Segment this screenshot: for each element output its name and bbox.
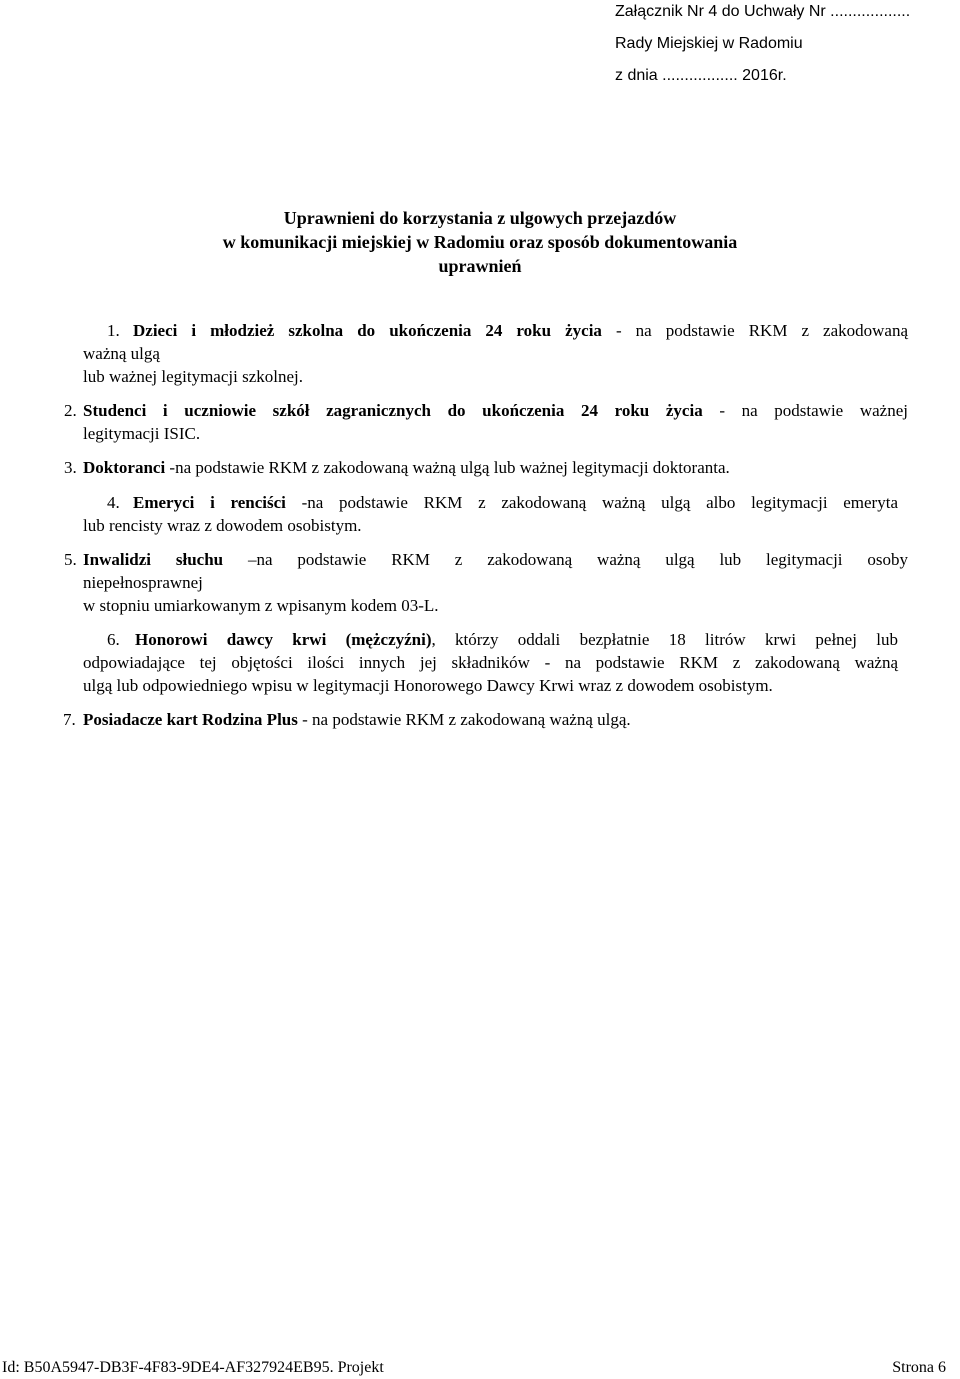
title-line-1: Uprawnieni do korzystania z ulgowych przejazdów — [283, 208, 677, 228]
item-line-3: lub ważnej legitymacji szkolnej. — [83, 367, 303, 386]
item-number: 2. — [64, 401, 77, 420]
document-id-footer: Id: B50A5947-DB3F-4F83-9DE4-AF327924EB95. Projekt — [2, 1359, 384, 1376]
title-line-2: w komunikacji miejskiej w Radomiu oraz sposób dokumentowania — [222, 232, 738, 252]
item-text: , którzy oddali bezpłatnie 18 litrów krwi pełnej lub — [431, 630, 898, 649]
item-text: - na podstawie RKM z zakodowaną ważną ulgą. — [297, 710, 631, 729]
attachment-line: Załącznik Nr 4 do Uchwały Nr .................. — [615, 3, 911, 20]
item-line-1 — [135, 628, 898, 651]
item-bold-label: Studenci i uczniowie szkół zagranicznych do ukończenia 24 roku życia — [83, 401, 703, 420]
item-line-2: lub rencisty wraz z dowodem osobistym. — [83, 516, 362, 535]
page-number: Strona 6 — [892, 1359, 946, 1376]
item-number: 7. — [63, 710, 76, 729]
document-title — [0, 206, 960, 278]
item-line-1 — [133, 319, 908, 342]
item-line-1 — [83, 456, 730, 479]
item-bold-label: Inwalidzi słuchu — [83, 550, 224, 569]
item-line-1 — [133, 491, 898, 514]
item-line-2: niepełnosprawnej — [83, 573, 203, 592]
title-line-3: uprawnień — [438, 256, 522, 276]
item-text: -na podstawie RKM z zakodowaną ważną ulgą albo legitymacji emeryta — [285, 493, 898, 512]
item-text: –na podstawie RKM z zakodowaną ważną ulgą lub legitymacji osoby — [223, 550, 908, 569]
item-line-3: w stopniu umiarkowanym z wpisanym kodem 03-L. — [83, 596, 439, 615]
item-line-2: ważną ulgą — [83, 344, 160, 363]
date-line: z dnia ................. 2016r. — [615, 67, 787, 84]
item-number: 4. — [107, 493, 120, 512]
item-line-2: legitymacji ISIC. — [83, 424, 201, 443]
item-bold-label: Dzieci i młodzież szkolna do ukończenia 24 roku życia — [133, 321, 602, 340]
item-text: - na podstawie RKM z zakodowaną — [601, 321, 909, 340]
item-number: 6. — [107, 630, 120, 649]
item-number: 1. — [107, 321, 120, 340]
item-bold-label: Emeryci i renciści — [133, 493, 286, 512]
item-line-1 — [83, 399, 908, 422]
item-line-3: ulgą lub odpowiedniego wpisu w legitymacji Honorowego Dawcy Krwi wraz z dowodem osobistym. — [83, 676, 773, 695]
item-bold-label: Honorowi dawcy krwi (mężczyźni) — [135, 630, 432, 649]
item-number: 3. — [64, 458, 77, 477]
council-line: Rady Miejskiej w Radomiu — [615, 35, 803, 52]
item-bold-label: Posiadacze kart Rodzina Plus — [83, 710, 298, 729]
item-number: 5. — [64, 550, 77, 569]
item-line-1 — [83, 708, 631, 731]
item-text: -na podstawie RKM z zakodowaną ważną ulgą lub ważnej legitymacji doktoranta. — [165, 458, 730, 477]
item-bold-label: Doktoranci — [83, 458, 166, 477]
item-line-1 — [83, 548, 908, 571]
item-text: - na podstawie ważnej — [702, 401, 908, 420]
item-line-2: odpowiadające tej objętości ilości innych jej składników - na podstawie RKM z zakodowaną ważną — [83, 653, 898, 672]
